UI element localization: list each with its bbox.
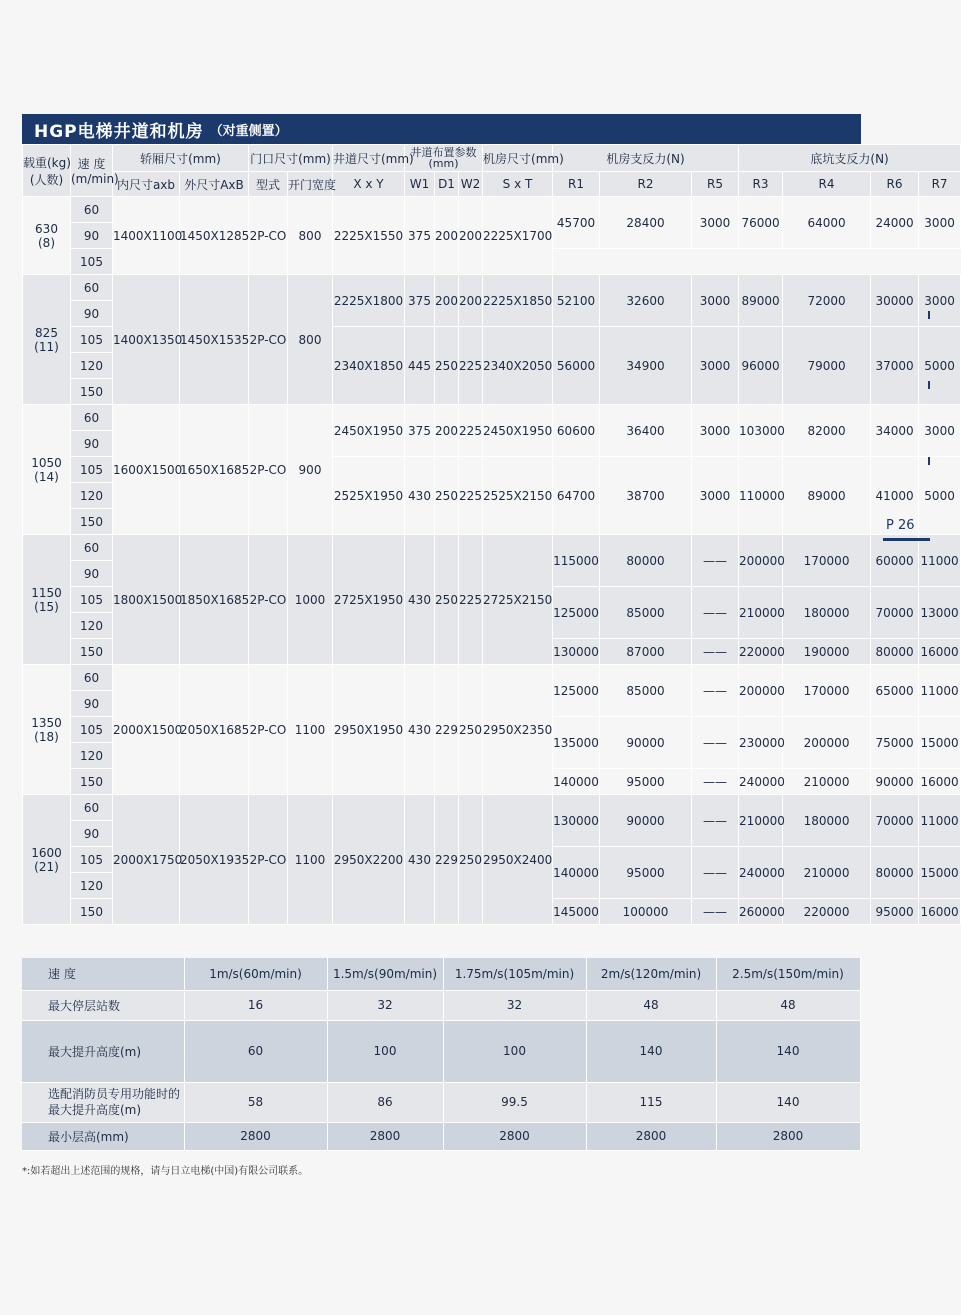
r5-cell: 3000 bbox=[692, 457, 739, 535]
header-car-outer: 外尺寸AxB bbox=[180, 172, 249, 197]
r4-cell: 82000 bbox=[783, 405, 871, 457]
machine-room-cell: 2950X2400 bbox=[483, 795, 553, 925]
r3-cell: 103000 bbox=[739, 405, 783, 457]
header-car-inner: 内尺寸axb bbox=[113, 172, 180, 197]
spec-speed-3: 1.75m/s(105m/min) bbox=[443, 958, 586, 990]
r5-cell: —— bbox=[692, 587, 739, 639]
r1-cell: 52100 bbox=[553, 275, 600, 327]
speed-cell: 150 bbox=[71, 769, 113, 795]
speed-cell: 60 bbox=[71, 197, 113, 223]
speed-cell: 60 bbox=[71, 275, 113, 301]
page-number-underline bbox=[883, 538, 930, 541]
r3-cell: 210000 bbox=[739, 587, 783, 639]
r1-cell: 60600 bbox=[553, 405, 600, 457]
footnote: *:如若超出上述范围的规格，请与日立电梯(中国)有限公司联系。 bbox=[22, 1166, 309, 1177]
d1-cell: 229 bbox=[435, 665, 459, 795]
d1-cell: 200 bbox=[435, 275, 459, 327]
r7-cell: 13000 bbox=[919, 587, 961, 639]
header-machine-reaction: 机房支反力(N) bbox=[553, 145, 739, 172]
hoistway-cell: 2950X1950 bbox=[333, 665, 405, 795]
header-r6: R6 bbox=[871, 172, 919, 197]
header-w2: W2 bbox=[459, 172, 483, 197]
r3-cell: 240000 bbox=[739, 847, 783, 899]
spec-row-label: 最小层高(mm) bbox=[22, 1122, 184, 1150]
persons-value: (21) bbox=[34, 859, 59, 874]
machine-room-cell: 2525X2150 bbox=[483, 457, 553, 535]
speed-cell: 105 bbox=[71, 327, 113, 353]
r3-cell: 230000 bbox=[739, 717, 783, 769]
header-d1: D1 bbox=[435, 172, 459, 197]
speed-cell: 120 bbox=[71, 743, 113, 769]
r6-cell: 95000 bbox=[871, 899, 919, 925]
r3-cell: 96000 bbox=[739, 327, 783, 405]
r2-cell: 34900 bbox=[600, 327, 692, 405]
header-pit-reaction: 底坑支反力(N) bbox=[739, 145, 961, 172]
spec-value-cell: 100 bbox=[443, 1020, 586, 1082]
r6-cell: 70000 bbox=[871, 587, 919, 639]
page-number: P 26 bbox=[886, 518, 915, 533]
machine-room-cell: 2450X1950 bbox=[483, 405, 553, 457]
spec-value-cell: 115 bbox=[586, 1082, 716, 1122]
d1-cell: 200 bbox=[435, 197, 459, 275]
speed-cell: 150 bbox=[71, 509, 113, 535]
w2-cell: 200 bbox=[459, 275, 483, 327]
load-value: 1150 bbox=[31, 585, 62, 600]
r5-cell: —— bbox=[692, 665, 739, 717]
w1-cell: 430 bbox=[405, 795, 435, 925]
door-width-cell: 1100 bbox=[288, 665, 333, 795]
hoistway-table bbox=[22, 144, 961, 925]
w2-cell: 250 bbox=[459, 795, 483, 925]
speed-cell: 120 bbox=[71, 613, 113, 639]
r3-cell: 200000 bbox=[739, 535, 783, 587]
load-value: 1050 bbox=[31, 455, 62, 470]
car-inner-cell: 2000X1500 bbox=[113, 665, 180, 795]
r3-cell: 76000 bbox=[739, 197, 783, 249]
car-outer-cell: 1450X1285 bbox=[180, 197, 249, 275]
machine-room-cell: 2340X2050 bbox=[483, 327, 553, 405]
w1-cell: 430 bbox=[405, 535, 435, 665]
spec-value-cell: 48 bbox=[586, 990, 716, 1020]
w1-cell: 445 bbox=[405, 327, 435, 405]
header-r7: R7 bbox=[919, 172, 961, 197]
spec-value-cell: 32 bbox=[327, 990, 443, 1020]
spec-value-cell: 140 bbox=[586, 1020, 716, 1082]
spec-value-cell: 16 bbox=[184, 990, 327, 1020]
hoistway-cell: 2340X1850 bbox=[333, 327, 405, 405]
spec-table bbox=[22, 958, 861, 1151]
car-inner-cell: 1400X1100 bbox=[113, 197, 180, 275]
r7-cell: 11000 bbox=[919, 795, 961, 847]
spec-speed-1: 1m/s(60m/min) bbox=[184, 958, 327, 990]
r1-cell: 115000 bbox=[553, 535, 600, 587]
r2-cell: 95000 bbox=[600, 769, 692, 795]
speed-cell: 105 bbox=[71, 457, 113, 483]
header-r2: R2 bbox=[600, 172, 692, 197]
d1-cell: 250 bbox=[435, 535, 459, 665]
hoistway-cell: 2525X1950 bbox=[333, 457, 405, 535]
w1-cell: 375 bbox=[405, 275, 435, 327]
r1-cell: 130000 bbox=[553, 639, 600, 665]
hoistway-cell: 2225X1800 bbox=[333, 275, 405, 327]
r5-cell: —— bbox=[692, 795, 739, 847]
r3-cell: 200000 bbox=[739, 665, 783, 717]
r2-cell: 85000 bbox=[600, 587, 692, 639]
load-cell bbox=[23, 275, 71, 405]
speed-cell: 120 bbox=[71, 353, 113, 379]
table-row bbox=[23, 197, 961, 223]
car-outer-cell: 2050X1685 bbox=[180, 665, 249, 795]
r4-cell: 210000 bbox=[783, 769, 871, 795]
car-outer-cell: 1450X1535 bbox=[180, 275, 249, 405]
load-value: 630 bbox=[35, 221, 58, 236]
r3-cell: 220000 bbox=[739, 639, 783, 665]
r6-cell: 41000 bbox=[871, 457, 919, 535]
r4-cell: 220000 bbox=[783, 899, 871, 925]
spec-value-cell: 140 bbox=[716, 1020, 860, 1082]
r7-cell: 16000 bbox=[919, 899, 961, 925]
r7-cell: 16000 bbox=[919, 639, 961, 665]
car-inner-cell: 2000X1750 bbox=[113, 795, 180, 925]
r6-cell: 24000 bbox=[871, 197, 919, 249]
r2-cell: 32600 bbox=[600, 275, 692, 327]
speed-cell: 90 bbox=[71, 691, 113, 717]
spec-speed-4: 2m/s(120m/min) bbox=[586, 958, 716, 990]
spec-row-label: 最大提升高度(m) bbox=[22, 1020, 184, 1082]
persons-value: (18) bbox=[34, 729, 59, 744]
spec-value-cell: 2800 bbox=[327, 1122, 443, 1150]
persons-value: (8) bbox=[38, 235, 55, 250]
r1-cell: 130000 bbox=[553, 795, 600, 847]
edge-tick-mark bbox=[928, 311, 930, 319]
w2-cell: 225 bbox=[459, 405, 483, 457]
edge-tick-mark bbox=[928, 457, 930, 465]
speed-cell: 60 bbox=[71, 665, 113, 691]
w2-cell: 200 bbox=[459, 197, 483, 275]
r5-cell: 3000 bbox=[692, 197, 739, 249]
load-cell bbox=[23, 535, 71, 665]
r5-cell: —— bbox=[692, 717, 739, 769]
speed-cell: 60 bbox=[71, 795, 113, 821]
r1-cell: 45700 bbox=[553, 197, 600, 249]
r4-cell: 79000 bbox=[783, 327, 871, 405]
load-cell bbox=[23, 795, 71, 925]
machine-room-cell: 2225X1700 bbox=[483, 197, 553, 275]
r1-cell: 140000 bbox=[553, 847, 600, 899]
speed-cell: 90 bbox=[71, 431, 113, 457]
spec-value-cell: 2800 bbox=[443, 1122, 586, 1150]
r5-cell: —— bbox=[692, 639, 739, 665]
r7-cell: 3000 bbox=[919, 405, 961, 457]
r4-cell: 170000 bbox=[783, 535, 871, 587]
speed-cell: 150 bbox=[71, 639, 113, 665]
r2-cell: 38700 bbox=[600, 457, 692, 535]
header-r1: R1 bbox=[553, 172, 600, 197]
w2-cell: 225 bbox=[459, 457, 483, 535]
table-row bbox=[23, 405, 961, 431]
spec-value-cell: 2800 bbox=[716, 1122, 860, 1150]
table-title-bar bbox=[22, 114, 861, 144]
speed-cell: 150 bbox=[71, 379, 113, 405]
load-value: 1600 bbox=[31, 845, 62, 860]
table-title: HGP电梯井道和机房 bbox=[34, 121, 204, 142]
header-door-width: 开门宽度 bbox=[288, 172, 333, 197]
r7-cell: 11000 bbox=[919, 535, 961, 587]
r6-cell: 65000 bbox=[871, 665, 919, 717]
header-machine-room: 机房尺寸(mm) bbox=[483, 145, 553, 172]
r3-cell: 260000 bbox=[739, 899, 783, 925]
r6-cell: 34000 bbox=[871, 405, 919, 457]
d1-cell: 250 bbox=[435, 457, 459, 535]
r4-cell: 180000 bbox=[783, 795, 871, 847]
spec-value-cell: 60 bbox=[184, 1020, 327, 1082]
header-mroom-sxt: S x T bbox=[483, 172, 553, 197]
r2-cell: 87000 bbox=[600, 639, 692, 665]
r4-cell: 72000 bbox=[783, 275, 871, 327]
r6-cell: 75000 bbox=[871, 717, 919, 769]
door-width-cell: 1000 bbox=[288, 535, 333, 665]
hoistway-cell: 2225X1550 bbox=[333, 197, 405, 275]
header-r5: R5 bbox=[692, 172, 739, 197]
door-type-cell: 2P-CO bbox=[249, 275, 288, 405]
r4-cell: 200000 bbox=[783, 717, 871, 769]
r2-cell: 95000 bbox=[600, 847, 692, 899]
r7-cell: 15000 bbox=[919, 847, 961, 899]
r4-cell: 64000 bbox=[783, 197, 871, 249]
spec-value-cell: 86 bbox=[327, 1082, 443, 1122]
machine-room-cell: 2950X2350 bbox=[483, 665, 553, 795]
door-type-cell: 2P-CO bbox=[249, 665, 288, 795]
r1-cell: 56000 bbox=[553, 327, 600, 405]
r1-cell: 64700 bbox=[553, 457, 600, 535]
header-car: 轿厢尺寸(mm) bbox=[113, 145, 249, 172]
car-inner-cell: 1400X1350 bbox=[113, 275, 180, 405]
door-type-cell: 2P-CO bbox=[249, 795, 288, 925]
r7-cell: 11000 bbox=[919, 665, 961, 717]
speed-cell: 150 bbox=[71, 899, 113, 925]
hoistway-cell: 2450X1950 bbox=[333, 405, 405, 457]
w2-cell: 225 bbox=[459, 327, 483, 405]
speed-cell: 120 bbox=[71, 483, 113, 509]
header-r4: R4 bbox=[783, 172, 871, 197]
d1-cell: 250 bbox=[435, 327, 459, 405]
r5-cell: —— bbox=[692, 769, 739, 795]
speed-cell: 60 bbox=[71, 405, 113, 431]
w1-cell: 430 bbox=[405, 457, 435, 535]
r6-cell: 70000 bbox=[871, 795, 919, 847]
r7-cell: 15000 bbox=[919, 717, 961, 769]
r4-cell: 210000 bbox=[783, 847, 871, 899]
r3-cell: 89000 bbox=[739, 275, 783, 327]
edge-tick-mark bbox=[928, 381, 930, 389]
machine-room-cell: 2225X1850 bbox=[483, 275, 553, 327]
r2-cell: 28400 bbox=[600, 197, 692, 249]
load-cell bbox=[23, 665, 71, 795]
r2-cell: 90000 bbox=[600, 795, 692, 847]
speed-cell: 105 bbox=[71, 587, 113, 613]
spec-row-label: 选配消防员专用功能时的最大提升高度(m) bbox=[22, 1082, 184, 1122]
machine-room-cell: 2725X2150 bbox=[483, 535, 553, 665]
door-width-cell: 1100 bbox=[288, 795, 333, 925]
r4-cell: 170000 bbox=[783, 665, 871, 717]
d1-cell: 229 bbox=[435, 795, 459, 925]
r4-cell: 89000 bbox=[783, 457, 871, 535]
persons-value: (14) bbox=[34, 469, 59, 484]
r6-cell: 80000 bbox=[871, 847, 919, 899]
r1-cell: 140000 bbox=[553, 769, 600, 795]
r6-cell: 30000 bbox=[871, 275, 919, 327]
header-w1: W1 bbox=[405, 172, 435, 197]
w2-cell: 225 bbox=[459, 535, 483, 665]
speed-cell: 105 bbox=[71, 249, 113, 275]
door-type-cell: 2P-CO bbox=[249, 535, 288, 665]
header-door: 门口尺寸(mm) bbox=[249, 145, 333, 172]
r6-cell: 60000 bbox=[871, 535, 919, 587]
speed-cell: 105 bbox=[71, 847, 113, 873]
door-width-cell: 800 bbox=[288, 275, 333, 405]
spec-value-cell: 32 bbox=[443, 990, 586, 1020]
spec-row bbox=[22, 990, 860, 1020]
w1-cell: 375 bbox=[405, 197, 435, 275]
r5-cell: —— bbox=[692, 847, 739, 899]
r5-cell: 3000 bbox=[692, 327, 739, 405]
w2-cell: 250 bbox=[459, 665, 483, 795]
r3-cell: 240000 bbox=[739, 769, 783, 795]
r4-cell: 190000 bbox=[783, 639, 871, 665]
r6-cell: 37000 bbox=[871, 327, 919, 405]
load-value: 825 bbox=[35, 325, 58, 340]
header-door-type: 型式 bbox=[249, 172, 288, 197]
r6-cell: 90000 bbox=[871, 769, 919, 795]
door-width-cell: 800 bbox=[288, 197, 333, 275]
spec-speed-2: 1.5m/s(90m/min) bbox=[327, 958, 443, 990]
persons-value: (15) bbox=[34, 599, 59, 614]
hoistway-cell: 2725X1950 bbox=[333, 535, 405, 665]
table-subtitle: （对重侧置） bbox=[209, 123, 288, 139]
car-outer-cell: 1650X1685 bbox=[180, 405, 249, 535]
r3-cell: 210000 bbox=[739, 795, 783, 847]
r2-cell: 36400 bbox=[600, 405, 692, 457]
car-inner-cell: 1600X1500 bbox=[113, 405, 180, 535]
table-row bbox=[23, 665, 961, 691]
spec-value-cell: 58 bbox=[184, 1082, 327, 1122]
spec-value-cell: 2800 bbox=[586, 1122, 716, 1150]
car-inner-cell: 1800X1500 bbox=[113, 535, 180, 665]
r1-cell: 125000 bbox=[553, 665, 600, 717]
hoistway-cell: 2950X2200 bbox=[333, 795, 405, 925]
r1-cell: 125000 bbox=[553, 587, 600, 639]
spec-speed-label: 速 度 bbox=[22, 958, 184, 990]
r5-cell: 3000 bbox=[692, 405, 739, 457]
r1-cell: 145000 bbox=[553, 899, 600, 925]
load-value: 1350 bbox=[31, 715, 62, 730]
r7-cell: 3000 bbox=[919, 197, 961, 249]
car-outer-cell: 2050X1935 bbox=[180, 795, 249, 925]
header-layout: 井道布置参数 (mm) bbox=[405, 145, 483, 172]
door-type-cell: 2P-CO bbox=[249, 405, 288, 535]
r7-cell: 5000 bbox=[919, 457, 961, 535]
speed-cell: 120 bbox=[71, 873, 113, 899]
persons-value: (11) bbox=[34, 339, 59, 354]
r1-cell: 135000 bbox=[553, 717, 600, 769]
r2-cell: 100000 bbox=[600, 899, 692, 925]
r5-cell: 3000 bbox=[692, 275, 739, 327]
spec-row bbox=[22, 1082, 860, 1122]
d1-cell: 200 bbox=[435, 405, 459, 457]
r5-cell: —— bbox=[692, 535, 739, 587]
r2-cell: 85000 bbox=[600, 665, 692, 717]
door-type-cell: 2P-CO bbox=[249, 197, 288, 275]
spec-row-label: 最大停层站数 bbox=[22, 990, 184, 1020]
page-number-tab bbox=[883, 517, 930, 541]
spec-value-cell: 140 bbox=[716, 1082, 860, 1122]
w1-cell: 375 bbox=[405, 405, 435, 457]
r6-cell: 80000 bbox=[871, 639, 919, 665]
w1-cell: 430 bbox=[405, 665, 435, 795]
table-row bbox=[23, 795, 961, 821]
door-width-cell: 900 bbox=[288, 405, 333, 535]
spec-speed-5: 2.5m/s(150m/min) bbox=[716, 958, 860, 990]
header-speed: 速 度 (m/min) bbox=[71, 145, 113, 197]
speed-cell: 90 bbox=[71, 301, 113, 327]
table-row bbox=[23, 535, 961, 561]
header-load: 载重(kg) (人数) bbox=[23, 145, 71, 197]
r4-cell: 180000 bbox=[783, 587, 871, 639]
speed-cell: 105 bbox=[71, 717, 113, 743]
r2-cell: 90000 bbox=[600, 717, 692, 769]
speed-cell: 90 bbox=[71, 223, 113, 249]
load-cell bbox=[23, 197, 71, 275]
car-outer-cell: 1850X1685 bbox=[180, 535, 249, 665]
spec-row bbox=[22, 1020, 860, 1082]
speed-cell: 60 bbox=[71, 535, 113, 561]
table-row bbox=[23, 275, 961, 301]
spec-value-cell: 100 bbox=[327, 1020, 443, 1082]
header-hoist: 井道尺寸(mm) bbox=[333, 145, 405, 172]
r7-cell: 3000 bbox=[919, 275, 961, 327]
spec-row bbox=[22, 1122, 860, 1150]
header-hoist-xy: X x Y bbox=[333, 172, 405, 197]
r3-cell: 110000 bbox=[739, 457, 783, 535]
load-cell bbox=[23, 405, 71, 535]
speed-cell: 90 bbox=[71, 821, 113, 847]
spec-value-cell: 99.5 bbox=[443, 1082, 586, 1122]
speed-cell: 90 bbox=[71, 561, 113, 587]
r7-cell: 16000 bbox=[919, 769, 961, 795]
spec-value-cell: 2800 bbox=[184, 1122, 327, 1150]
spec-value-cell: 48 bbox=[716, 990, 860, 1020]
r7-cell: 5000 bbox=[919, 327, 961, 405]
header-r3: R3 bbox=[739, 172, 783, 197]
r5-cell: —— bbox=[692, 899, 739, 925]
r2-cell: 80000 bbox=[600, 535, 692, 587]
